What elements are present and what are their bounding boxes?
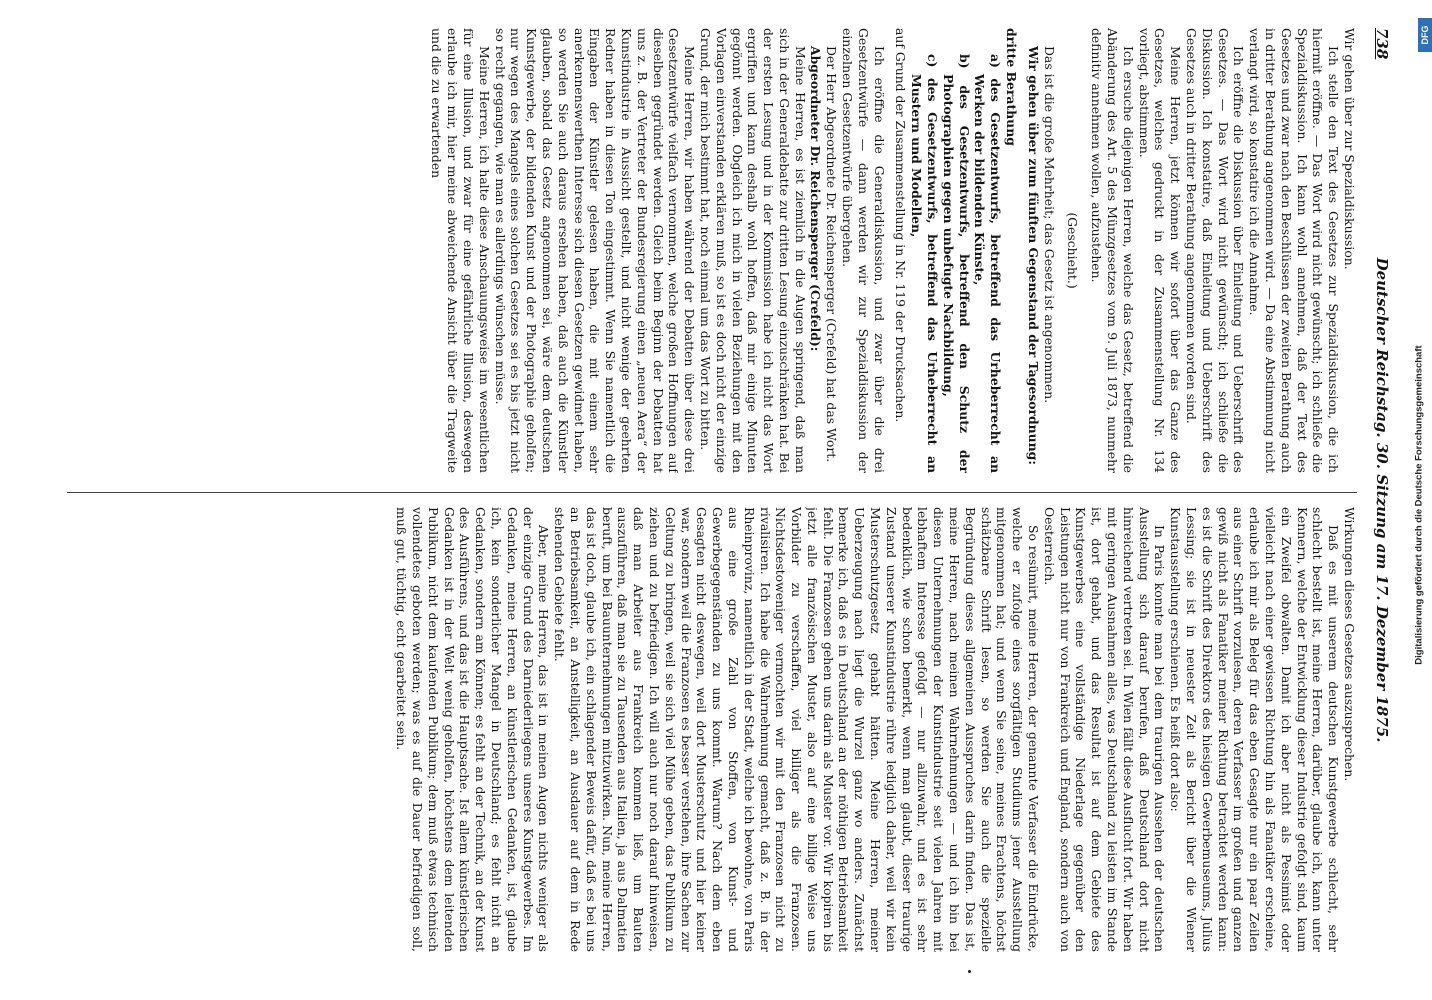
paragraph: Ich eröffne die Generaldiskussion, und zwar über die drei Gesetzentwürfe — dann werden wir zur Spezialdiskussion der einzelnen Gesetzentwürfe übergehen. — [840, 28, 887, 473]
paragraph: Wir gehen über zum fünften Gegenstand der Tagesordnung: — [1025, 46, 1041, 465]
digitization-note — [1411, 45, 1427, 965]
paragraph: Meine Herren, es ist ziemlich in die Augen springend, daß man sich in der Generaldebatte zur dritten Lesung einzuschränken hat. Bei der ersten Lesung und in der Kommission habe ich nicht das Wort ergriffen und kann deshalb wohl hoffen, daß mir einige Minuten gegönnt werden. Obgleich ich mich in vielen Beziehungen mit den Vorlagen einverstanden erklären muß, so ist es doch nicht der einzige Grund, der mich bestimmt hat, noch einmal um das Wort zu bitten. — [697, 28, 808, 473]
agenda-item: c) des Gesetzentwurfs, betreffend das Urheberrecht an Mustern und Modellen, — [909, 54, 941, 473]
agenda-block — [893, 28, 1019, 473]
scan-speck — [968, 970, 971, 973]
paragraph: Ich eröffne die Diskussion über Einleitung und Ueberschrift des Gesetzes. — Das Wort wird nicht gewünscht; ich schließe die Diskussion. Ich konstatire, daß Einleitung und Ueberschrift des Gesetzes auch in dritter Berathung angenommen worden sind. — [1184, 28, 1247, 473]
paragraph: Meine Herren, wir haben während der Debatten über diese drei Gesetzentwürfe vielfach vernommen, welche großen Hoffnungen auf dieselben gegründet werden. Gleich beim Beginn der Debatten hat uns z. B. der Vertreter der Bundesregierung einen „neuen Aera“ der Kunstindustrie in Aussicht gestellt, und nicht wenige der geehrten Redner haben in diesen Ton eingestimmt. Wenn Sie namentlich die Eingaben der Künstler gelesen haben, die mit einem sehr anerkennenswerthen Interesse sich diesen Gesetzen gewidmet haben, so werden Sie auch daraus ersehen haben, daß auch die Künstler glauben, sobald das Gesetz angenommen sei, wäre dem deutschen Kunstgewerbe, der bildenden Kunst und der Photographie geholfen; nur wegen des Mangels eines solchen Gesetzes sei es bis jetzt nicht so recht gegangen, wie man es allerdings wünschen müsse. — [492, 28, 698, 473]
rotated-page — [31, 20, 1401, 980]
left-column — [57, 28, 1357, 473]
paragraph: Ich stelle den Text des Gesetzes zur Spezialdiskussion, die ich hiermit eröffne. — Das Wort wird nicht gewünscht; ich schließe die Spezialdiskussion. Ich kann wohl annehmen, daß der Text des Gesetzes und zwar nach den Beschlüssen der zweiten Berathung auch in dritter Berathung angenommen wird. — Da eine Abstimmung nicht verlangt wird, so konstatire ich die Annahme. — [1247, 28, 1342, 473]
page-header — [1361, 20, 1401, 980]
running-title: Deutscher Reichstag. 30. Sitzung am 17. Dezember 1875. — [1373, 257, 1391, 743]
dfg-logo — [1418, 18, 1432, 52]
paragraph: Wir gehen über zur Spezialdiskussion. — [1342, 28, 1357, 270]
paragraph: Aber, meine Herren, das ist in meinen Augen nichts weniger als der einzige Grund des Darniederliegens unseres Kunstgewerbes. Im Gedanken, meine Herren, an künstlerischen Gedanken, ist, glaube ich, kein sonderlicher Mangel in Deutschland; es fehlt nicht an Gedanken, sondern am Können; es fehlt an der Technik, an der Kunst des Ausführens, und das ist die Hauptsache. Ist allem künstlerischen Gedanken ist in der Welt wenig geholfen, höchstens dem leitenden Publikum, nicht dem kaufenden Publikum; dem muß etwas technisch vollendetes geboten werden; was es auf die Dauer befriedigen soll, muß gut, tüchtig, echt gearbeitet sein. — [394, 507, 552, 952]
agenda-head: dritte Berathung — [1004, 28, 1020, 146]
paragraph: Ich ersuche diejenigen Herren, welche das Gesetz, betreffend die Abänderung des Art. 5 des Münzgesetzes vom 9. Juli 1873, nunmehr definitiv annehmen wollen, aufzustehen. — [1089, 28, 1136, 473]
paragraph: So resümirt, meine Herren, der genannte Verfasser die Eindrücke, welche er zufolge eines sorgfältigen Studiums jener Ausstellung mitgenommen hat; und wenn Sie seine, meines Erachtens, höchst schätzbare Schrift lesen, so werden Sie auch die spezielle Begründung dieses allgemeinen Ausspruches darin finden. Das ist, meine Herren, nach meinen Wahrnehmungen — und ich bin bei diesen Unternehmungen der Kunstindustrie seit vielen Jahren mit lebhaftem Interesse gefolgt — nur allzuwahr, und es ist sehr bedenklich, wie schon bemerkt, wenn man glaubt, dieser traurige Zustand unserer Kunstindustrie rühre lediglich daher, weil wir kein Musterschutzgesetz gehabt hätten. Meine Herren, meiner Ueberzeugung nach liegt die Wurzel ganz wo anders. Zunächst bemerke ich, daß es in Deutschland an der nöthigen Betriebsamkeit fehlt. Die Franzosen gehen uns darin als Muster vor. Wir kopiren bis jetzt alle französischen Muster, also auf eine billige Weise uns Vorbilder zu verschaffen, viel billiger als die Franzosen. Nichtsdestoweniger vermochten wir mit den Franzosen nicht zu rivalisiren. Ich habe die Wahrnehmung gemacht, daß z. B. in der Rheinprovinz, namentlich in der Stadt, welche ich bewohne, von Paris aus eine große Zahl von Stoffen, von Kunst- und Gewerbegegenständen zu uns kommt. Warum? Nach dem eben Gesagten nicht deswegen, weil dort Musterschutz und hier keiner war, sondern weil die Franzosen es besser verstehen, ihre Sachen zur Geltung zu bringen, weil sie sich viel Mühe geben, das Publikum zu ziehen und zu befriedigen. Ich will auch nur noch darauf hinweisen, daß man Arbeiter aus Frankreich kommen ließ, um Bauten auszuführen, daß man sie zu Tausenden aus Italien, ja aus Dalmatien beruft, um bei Bauunternehmungen mitzuwirken. Nun, meine Herren, das ist doch, glaube ich, ein schlagender Beweis dafür, daß es bei uns an Betriebsamkeit, an Anstelligkeit, an Ausdauer auf dem in Rede stehenden Gebiete fehlt. — [552, 507, 1042, 952]
right-column — [57, 507, 1357, 952]
dfg-logo-text: DFG — [1420, 25, 1430, 45]
column-divider — [67, 492, 1357, 493]
status-note: (Geschieht.) — [1065, 212, 1081, 289]
agenda-tail: auf Grund der Zusammenstellung in Nr. 119 der Drucksachen. — [893, 28, 909, 423]
quote-paragraph: In Paris konnte man bei dem traurigen Aussehen der deutschen Ausstellung sich darauf berufen, daß Deutschland dort nicht hinreichend vertreten sei. In Wien fällt diese Ausflucht fort. Wir haben mit geringen Ausnahmen alles, was Deutschland zu leisten im Stande ist, dort gehabt, und das Resultat ist auf dem Gebiete des Kunstgewerbes eine vollständige Niederlage gegenüber den Leistungen nicht nur von Frankreich und England, sondern auch von Oesterreich. — [1041, 507, 1168, 952]
paragraph: Das ist die große Mehrheit; das Gesetz ist angenommen. — [1041, 46, 1057, 404]
agenda-item: a) des Gesetzentwurfs, betreffend das Urheberrecht an Werken der bildenden Künste, — [972, 54, 1004, 473]
agenda-item: b) des Gesetzentwurfs, betreffend den Schutz der Photographien gegen unbefugte Nachbildung, — [940, 54, 972, 473]
page-number: 738 — [1373, 28, 1391, 60]
paragraph: Meine Herren, ich halte diese Anschauungsweise im wesentlichen für eine Illusion, und zwar für eine gefährliche Illusion, deswegen erlaube ich mir, hier meine abweichende Ansicht über die Tragweite und die zu erwartenden — [429, 28, 492, 473]
speaker-intro: Abgeordneter Dr. Reichensperger (Crefeld): — [808, 46, 824, 352]
funding-text: Digitalisierung gefördert durch die Deutsche Forschungsgemeinschaft — [1413, 345, 1425, 665]
paragraph: Daß es mit unserem deutschen Kunstgewerbe schlecht, sehr schlecht bestellt ist, meine Herren, darüber, glaube ich, kann unter Kennern, welche der Entwicklung dieser Industrie gefolgt sind, kaum ein Zweifel obwalten. Damit ich aber nicht als Pessimist oder vielleicht nach einer gewissen Richtung hin als Fanatiker erscheine, erlaube ich mir als Beleg für das eben Gesagte nur ein paar Zeilen aus einer Schrift vorzulesen, deren Verfasser im großen und ganzen gewiß nicht als Fanatiker meiner Richtung betrachtet werden kann: es ist die Schrift des Direktors des hiesigen Gewerbemuseums, Julius Lessing; sie ist in neuester Zeit als Bericht über die Wiener Kunstausstellung erschienen. Es heißt dort also: — [1168, 507, 1342, 952]
paragraph: Meine Herren, jetzt können wir sofort über das Ganze des Gesetzes, welches gedruckt in der Zusammenstellung Nr. 134 vorliegt, abstimmen. — [1136, 28, 1184, 473]
paragraph: Wirkungen dieses Gesetzes auszusprechen. — [1342, 507, 1357, 782]
paragraph: Der Herr Abgeordnete Dr. Reichensperger (Crefeld) hat das Wort. — [824, 46, 840, 463]
